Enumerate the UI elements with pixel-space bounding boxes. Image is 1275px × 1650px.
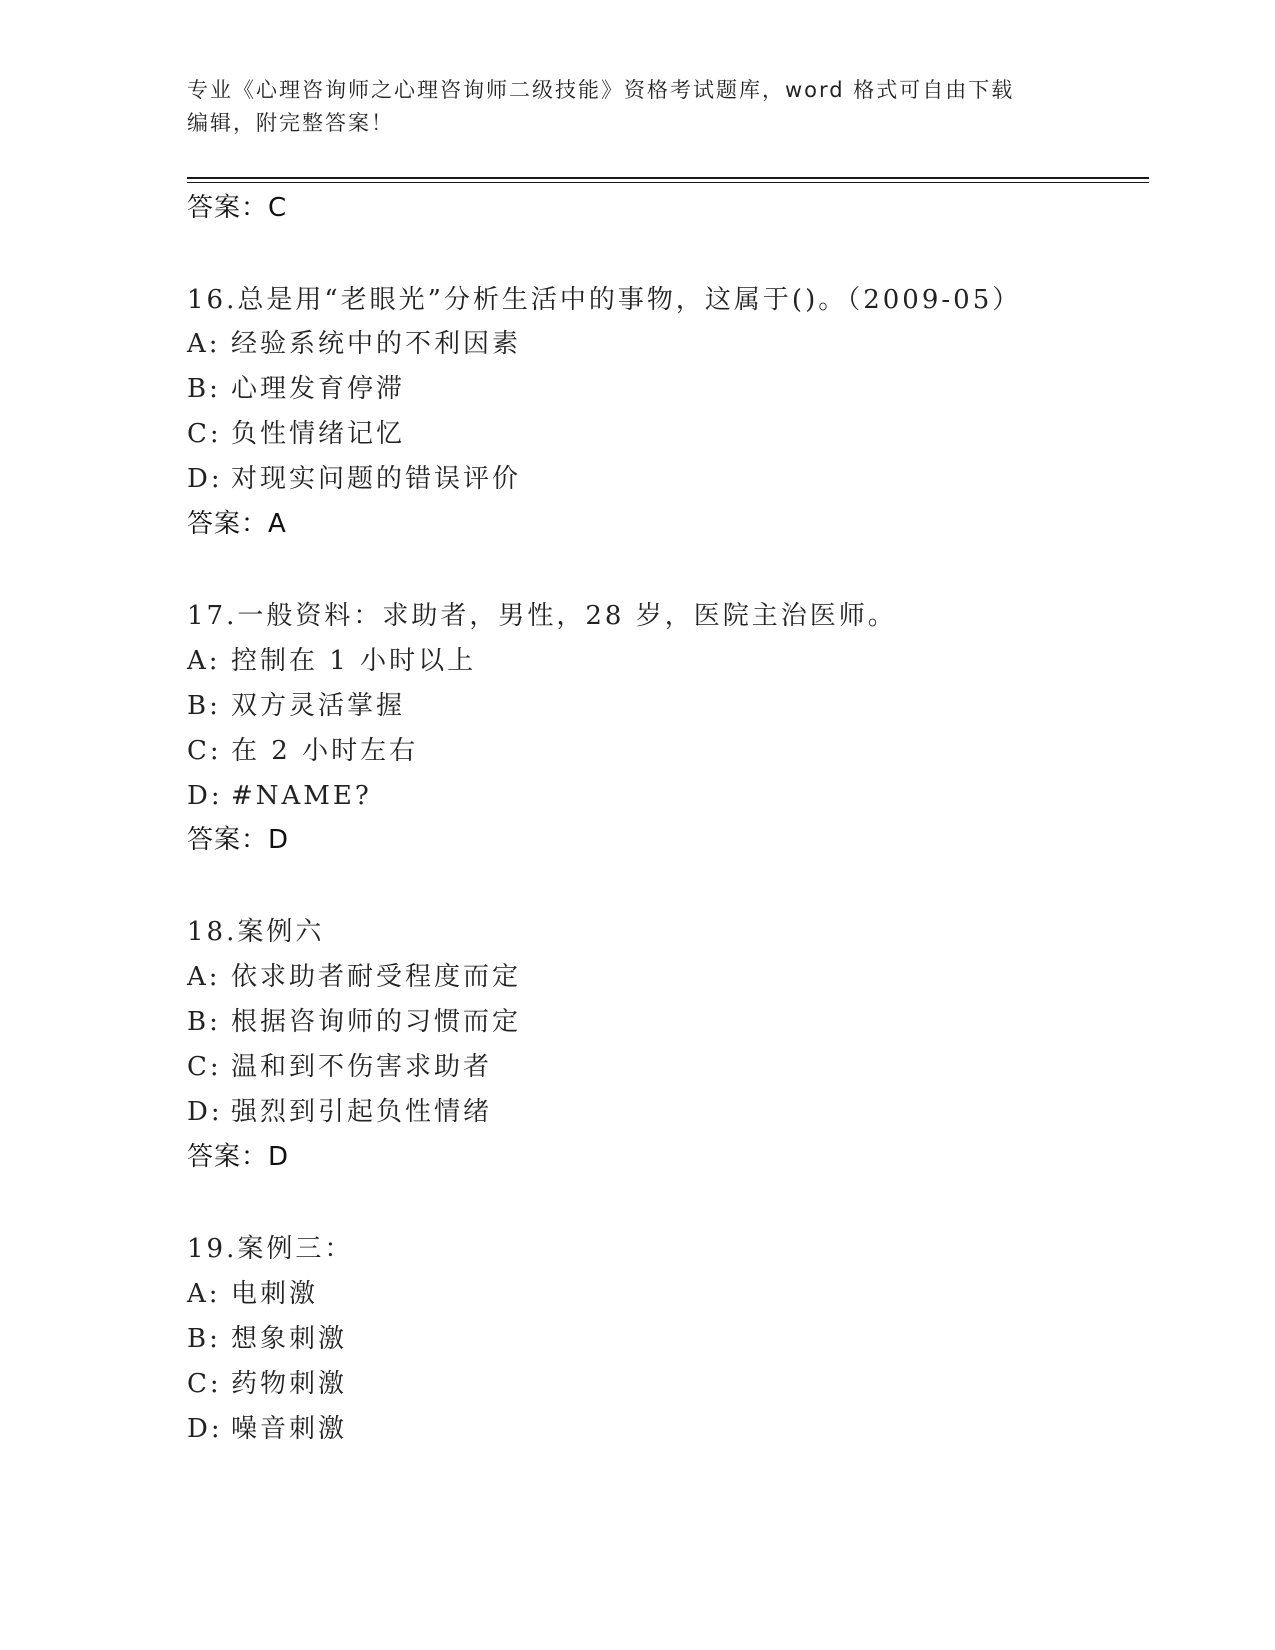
option-text: 对现实问题的错误评价 [231, 464, 522, 494]
option-text: 强烈到引起负性情绪 [231, 1097, 493, 1127]
option-text: 根据咨询师的习惯而定 [231, 1007, 522, 1037]
option-d [187, 1412, 347, 1446]
option-letter: A: [187, 646, 221, 676]
question-stem: 18.案例六 [187, 917, 325, 947]
option-letter: D: [187, 464, 223, 494]
option-letter: C: [187, 1052, 222, 1082]
option-text: 想象刺激 [231, 1324, 348, 1354]
answer: 答案：A [187, 509, 287, 539]
header-divider-thick [187, 177, 1149, 179]
option-c [187, 1050, 492, 1084]
option-text: 噪音刺激 [231, 1414, 348, 1444]
option-d [187, 779, 372, 813]
option-letter: B: [187, 691, 221, 721]
question-stem: 16.总是用“老眼光”分析生活中的事物，这属于()。（2009-05） [187, 285, 1022, 315]
option-b [187, 1322, 347, 1356]
answer: 答案：D [187, 825, 290, 855]
question-stem: 19.案例三： [187, 1234, 354, 1264]
option-b [187, 1005, 521, 1039]
option-b [187, 372, 405, 406]
option-a [187, 1277, 318, 1311]
option-text: 经验系统中的不利因素 [231, 329, 522, 359]
option-a [187, 644, 476, 678]
option-letter: B: [187, 1324, 221, 1354]
option-text: 在 2 小时左右 [231, 736, 419, 766]
option-letter: A: [187, 1279, 221, 1309]
option-b [187, 689, 405, 723]
option-text: 双方灵活掌握 [231, 691, 406, 721]
option-text: 温和到不伤害求助者 [231, 1052, 493, 1082]
option-c [187, 417, 405, 451]
header-divider-thin [187, 182, 1149, 183]
previous-answer: 答案：C [187, 193, 288, 223]
header-line-1: 专业《心理咨询师之心理咨询师二级技能》资格考试题库，word 格式可自由下载 [187, 78, 1015, 102]
option-letter: B: [187, 1007, 221, 1037]
option-text: 依求助者耐受程度而定 [231, 962, 522, 992]
option-a [187, 327, 521, 361]
option-text: 负性情绪记忆 [231, 419, 406, 449]
option-letter: C: [187, 419, 222, 449]
option-d [187, 462, 521, 496]
question-stem: 17.一般资料：求助者，男性，28 岁，医院主治医师。 [187, 601, 897, 631]
option-letter: D: [187, 1414, 223, 1444]
option-text: 电刺激 [231, 1279, 319, 1309]
option-text: 控制在 1 小时以上 [231, 646, 477, 676]
option-text: #NAME? [231, 781, 372, 811]
answer: 答案：D [187, 1142, 290, 1172]
option-letter: C: [187, 1369, 222, 1399]
option-d [187, 1095, 492, 1129]
header-line-2: 编辑，附完整答案！ [187, 111, 394, 135]
option-a [187, 960, 521, 994]
option-text: 药物刺激 [231, 1369, 348, 1399]
option-letter: B: [187, 374, 221, 404]
option-text: 心理发育停滞 [231, 374, 406, 404]
option-letter: A: [187, 962, 221, 992]
option-letter: C: [187, 736, 222, 766]
document-header [187, 74, 1067, 140]
option-letter: A: [187, 329, 221, 359]
option-c [187, 734, 418, 768]
option-letter: D: [187, 781, 223, 811]
option-letter: D: [187, 1097, 223, 1127]
option-c [187, 1367, 347, 1401]
